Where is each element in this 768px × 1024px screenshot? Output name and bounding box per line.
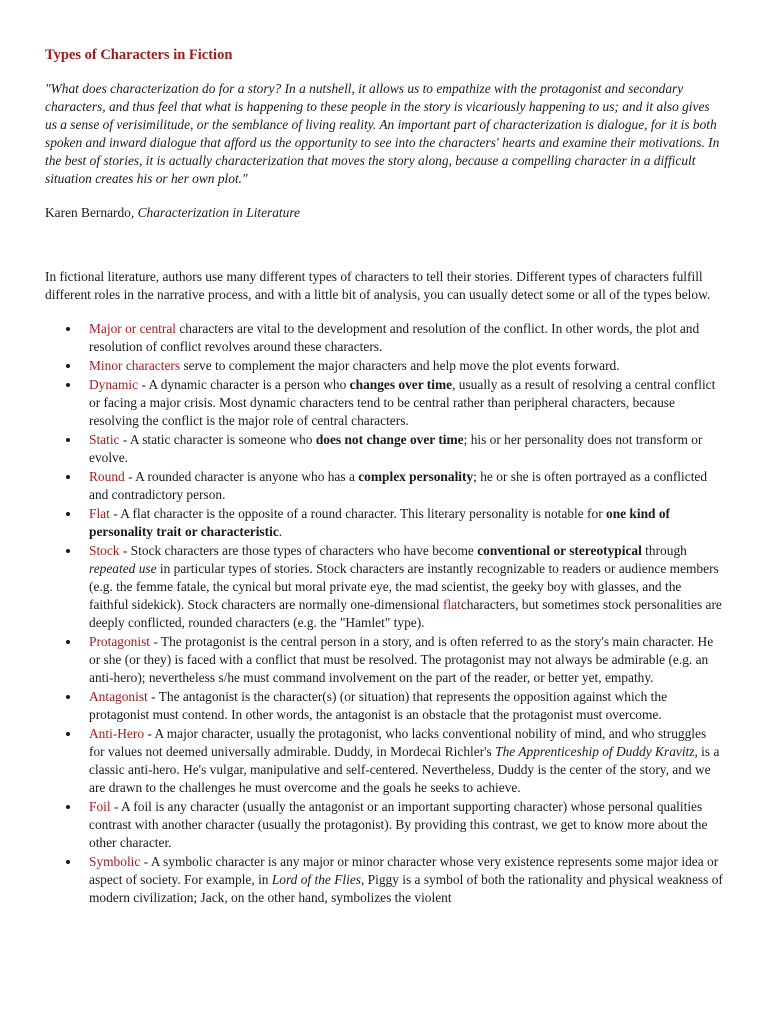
- epigraph-quote: "What does characterization do for a story? In a nutshell, it allows us to empathize with the protagonist and secondary characters, and thus feel that what is happening to these people in the story is vicariously happening to us; and it also gives us a sense of verisimilitude, or the semblance of living reality. An important part of characterization is dialogue, for it is both spoken and inward dialogue that afford us the opportunity to see into the characters' hearts and examine their motivations. In the best of stories, it is actually characterization that moves the story along, because a compelling character in a difficult situation creates his or her own plot.": [45, 81, 720, 186]
- list-item-symbolic: Symbolic - A symbolic character is any major or minor character whose very existence represents some major idea or aspect of society. For example, in Lord of the Flies, Piggy is a symbol of both the rationality and physical weakness of modern civilization; Jack, on the other hand, symbolizes the violent: [89, 854, 723, 905]
- list-item-flat: Flat - A flat character is the opposite of a round character. This literary personality is notable for one kind of personality trait or characteristic.: [89, 505, 723, 541]
- attribution-work: Characterization in Literature: [137, 205, 301, 220]
- list-item-static: Static - A static character is someone who does not change over time; his or her personality does not transform or evolve.: [89, 431, 723, 467]
- term-link-stock[interactable]: Stock: [89, 543, 120, 558]
- page-title: Types of Characters in Fiction: [45, 47, 233, 63]
- attribution-author: Karen Bernardo,: [45, 205, 138, 220]
- term-link-major[interactable]: Major or central: [89, 321, 176, 336]
- term-link-round[interactable]: Round: [89, 469, 125, 484]
- list-item-antagonist: Antagonist - The antagonist is the character(s) (or situation) that represents the opposition against which the protagonist must contend. In other words, the antagonist is an obstacle that the protagonist must overcome.: [89, 688, 723, 724]
- list-item-minor: Minor characters serve to complement the major characters and help move the plot events forward.: [89, 357, 723, 375]
- list-item-anti-hero: Anti-Hero - A major character, usually the protagonist, who lacks conventional nobility of mind, and who struggles for values not deemed universally admirable. Duddy, in Mordecai Richler's The Apprenticeship of Duddy Kravitz, is a classic anti-hero. He's vulgar, manipulative and self-centered. Nevertheless, Duddy is the center of the story, and we are drawn to the challenges he must overcome and the goals he seeks to achieve.: [89, 725, 723, 797]
- term-link-protagonist[interactable]: Protagonist: [89, 634, 151, 649]
- intro-paragraph: In fictional literature, authors use many different types of characters to tell their stories. Different types of characters fulfill different roles in the narrative process, and with a little bit of analysis, you can usually detect some or all of the types below.: [45, 269, 711, 302]
- character-types-list: [45, 320, 723, 907]
- term-link-dynamic[interactable]: Dynamic: [89, 377, 139, 392]
- term-link-static[interactable]: Static: [89, 432, 120, 447]
- list-item-stock: Stock - Stock characters are those types of characters who have become conventional or stereotypical through repeated use in particular types of stories. Stock characters are instantly recognizable to readers or audience members (e.g. the femme fatale, the cynical but moral private eye, the mad scientist, the geeky boy with glasses, and the faithful sidekick). Stock characters are normally one-dimensional flatcharacters, but sometimes stock personalities are deeply conflicted, rounded characters (e.g. the "Hamlet" type).: [89, 543, 722, 630]
- list-item-protagonist: Protagonist - The protagonist is the central person in a story, and is often referred to as the story's main character. He or she (or they) is faced with a conflict that must be resolved. The protagonist may not always be admirable (e.g. an anti-hero); nevertheless s/he must command involvement on the part of the reader, or better yet, empathy.: [89, 633, 723, 687]
- list-item-dynamic: Dynamic - A dynamic character is a person who changes over time, usually as a result of resolving a central conflict or facing a major crisis. Most dynamic characters tend to be central rather than peripheral characters, because resolving the conflict is the major role of central characters.: [89, 376, 723, 430]
- document-page: [45, 40, 723, 908]
- term-link-minor[interactable]: Minor characters: [89, 358, 181, 373]
- term-link-anti-hero[interactable]: Anti-Hero: [89, 726, 145, 741]
- quote-attribution: [45, 204, 723, 222]
- list-item-foil: Foil - A foil is any character (usually the antagonist or an important supporting character) whose personal qualities contrast with another character (usually the protagonist). By providing this contrast, we get to know more about the other character.: [89, 798, 723, 852]
- inline-link-flat[interactable]: flat: [442, 597, 461, 612]
- list-item-round: Round - A rounded character is anyone who has a complex personality; he or she is often portrayed as a conflicted and contradictory person.: [89, 468, 723, 504]
- term-link-symbolic[interactable]: Symbolic: [89, 854, 141, 869]
- list-item-major: Major or central characters are vital to the development and resolution of the conflict. In other words, the plot and resolution of conflict revolves around these characters.: [89, 320, 723, 356]
- term-link-antagonist[interactable]: Antagonist: [89, 689, 148, 704]
- term-link-foil[interactable]: Foil: [89, 799, 111, 814]
- term-link-flat[interactable]: Flat: [89, 506, 110, 521]
